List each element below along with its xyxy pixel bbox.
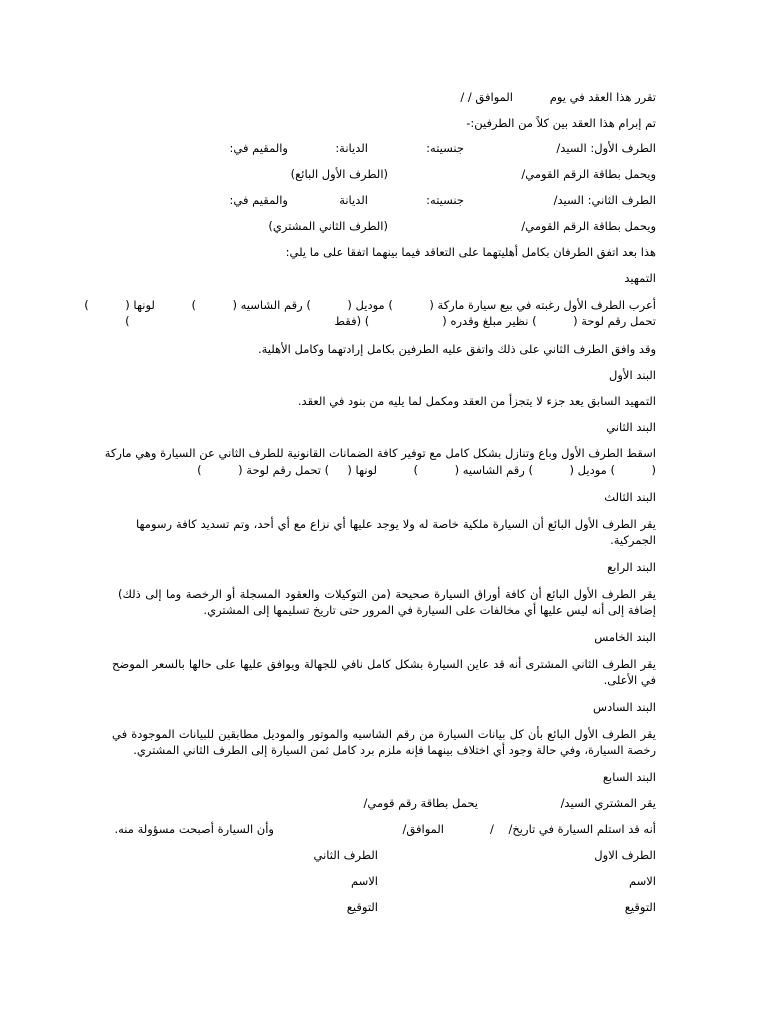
signature-second-party-name: الاسم: [350, 874, 378, 888]
clause-3-heading: البند الثالث: [604, 490, 656, 504]
second-party-name-label: الطرف الثاني: السيد/: [553, 193, 656, 207]
signature-first-party-sign: التوقيع: [624, 900, 656, 914]
clause-3-text: يقر الطرف الأول البائع أن السيارة ملكية خاصة له ولا يوجد عليها أي نزاع مع أي أحد، وتم تسديد كافة رسومها الجمركية.: [136, 517, 656, 547]
clause-7-agreed-date: الموافق/: [402, 822, 444, 836]
clause-7-heading: البند السابع: [602, 770, 656, 784]
preamble-line-1: أعرب الطرف الأول رغبته في بيع سيارة ماركة ( ) موديل ( ) رقم الشاسيه ( ) لونها ( ): [84, 298, 656, 312]
signature-first-party-name: الاسم: [628, 874, 656, 888]
clause-7-responsibility: وأن السيارة أصبحت مسؤولة منه.: [114, 822, 274, 836]
preamble-line-2: تحمل رقم لوحة ( ) نظير مبلغ وقدره ( ) (فقط ): [125, 314, 656, 328]
clause-6-text: يقر الطرف الأول البائع بأن كل بيانات السيارة من رقم الشاسيه والموتور والموديل مطابقين للبيانات الموجودة في رخصة السيارة، وفي حالة وجود أي اختلاف بينهما فإنه ملزم برد كامل ثمن السيارة إلى الطرف الثاني المشتري.: [112, 727, 656, 757]
clause-7-receive-date: أنه قد استلم السيارة في تاريخ/ /: [490, 822, 656, 836]
clause-1-heading: البند الأول: [609, 368, 656, 382]
first-party-religion-label: الديانة:: [335, 141, 368, 155]
first-party-nationality-label: جنسيته:: [426, 141, 464, 155]
first-party-role: (الطرف الأول البائع): [290, 167, 388, 181]
contract-date-day: تقرر هذا العقد في يوم: [549, 90, 656, 104]
signature-first-party-heading: الطرف الاول: [594, 848, 656, 862]
clause-4-text: يقر الطرف الأول البائع أن كافة أوراق السيارة صحيحة (من التوكيلات والعقود المسجلة أو الرخصة وما إلى ذلك) إضافة إلى أنه ليس عليها أي مخالفات على السيارة في المرور حتى تاريخ تسليمها إلى المشتري.: [118, 587, 656, 617]
second-party-nationality-label: جنسيته:: [426, 193, 464, 207]
clause-7-buyer-id-label: يحمل بطاقة رقم قومي/: [363, 796, 478, 810]
clause-2-line-1: اسقط الطرف الأول وباع وتنازل بشكل كامل مع توفير كافة الضمانات القانونية للطرف الثاني عن السيارة وهي ماركة: [104, 446, 656, 460]
clause-7-buyer-label: يقر المشتري السيد/: [560, 796, 656, 810]
preamble-acceptance: وقد وافق الطرف الثاني على ذلك واتفق عليه الطرفين بكامل إرادتهما وكامل الأهلية.: [257, 342, 656, 356]
clause-2-line-2: ( ) موديل ( ) رقم الشاسيه ( ) لونها ( ) تحمل رقم لوحة ( ): [197, 463, 656, 477]
clause-4-heading: البند الرابع: [607, 560, 656, 574]
agreement-intro: هذا بعد اتفق الطرفان بكامل أهليتهما على التعاقد فيما بينهما اتفقا على ما يلي:: [285, 245, 656, 259]
signature-second-party-heading: الطرف الثاني: [313, 848, 378, 862]
second-party-religion-label: الديانة: [339, 193, 368, 207]
second-party-residence-label: والمقيم في:: [229, 193, 288, 207]
clause-1-text: التمهيد السابق يعد جزء لا يتجزأ من العقد ومكمل لما يليه من بنود في العقد.: [297, 394, 656, 408]
clause-5-heading: البند الخامس: [594, 630, 656, 644]
parties-intro: تم إبرام هذا العقد بين كلاً من الطرفين:-: [466, 116, 656, 130]
clause-6-heading: البند السادس: [593, 700, 656, 714]
second-party-role: (الطرف الثاني المشتري): [268, 219, 388, 233]
first-party-name-label: الطرف الأول: السيد/: [556, 141, 656, 155]
first-party-residence-label: والمقيم في:: [229, 141, 288, 155]
signature-second-party-sign: التوقيع: [346, 900, 378, 914]
preamble-heading: التمهيد: [624, 271, 656, 285]
clause-2-heading: البند الثاني: [606, 420, 656, 434]
second-party-id-label: ويحمل بطاقة الرقم القومي/: [521, 219, 656, 233]
clause-5-text: يقر الطرف الثاني المشترى أنه قد عاين السيارة بشكل كامل نافي للجهالة ويوافق عليها على حالها بالسعر الموضح في الأعلى.: [112, 657, 656, 687]
contract-date-agreed: الموافق / /: [460, 90, 513, 104]
first-party-id-label: ويحمل بطاقة الرقم القومي/: [521, 167, 656, 181]
